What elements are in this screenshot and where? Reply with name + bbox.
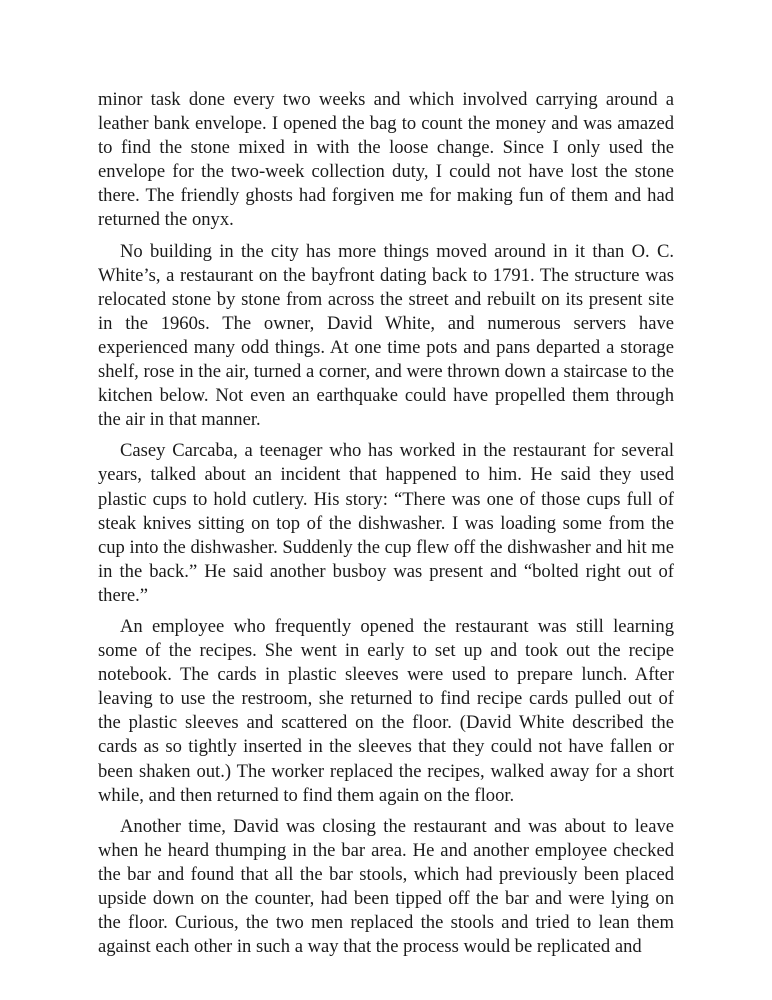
paragraph-2: No building in the city has more things moved around in it than O. C. White’s, a restaurant on the bayfront dating back to 1791. The structure was relocated stone by stone from across the street and rebuilt on its present site in the 1960s. The owner, David White, and numerous servers have experienced many odd things. At one time pots and pans departed a storage shelf, rose in the air, turned a corner, and were thrown down a staircase to the kitchen below. Not even an earthquake could have propelled them through the air in that manner. [98,240,674,431]
paragraph-1: minor task done every two weeks and which involved carrying around a leather bank envelope. I opened the bag to count the money and was amazed to find the stone mixed in with the loose change. Since I only used the envelope for the two-week collection duty, I could not have lost the stone there. The friendly ghosts had forgiven me for making fun of them and had returned the onyx. [98,89,674,231]
paragraph-5: Another time, David was closing the restaurant and was about to leave when he heard thumping in the bar area. He and another employee checked the bar and found that all the bar stools, which had previously been placed upside down on the counter, had been tipped off the bar and were lying on the floor. Curious, the two men replaced the stools and tried to lean them against each other in such a way that the process would be replicated and [98,815,674,958]
paragraph-4: An employee who frequently opened the restaurant was still learning some of the recipes. She went in early to set up and took out the recipe notebook. The cards in plastic sleeves were used to prepare lunch. After leaving to use the restroom, she returned to find recipe cards pulled out of the plastic sleeves and scattered on the floor. (David White described the cards as so tightly inserted in the sleeves that they could not have fallen or been shaken out.) The worker replaced the recipes, walked away for a short while, and then returned to find them again on the floor. [98,615,674,806]
paragraph-3: Casey Carcaba, a teenager who has worked in the restaurant for several years, talked about an incident that happened to him. He said they used plastic cups to hold cutlery. His story: “There was one of those cups full of steak knives sitting on top of the dishwasher. I was loading some from the cup into the dishwasher. Suddenly the cup flew off the dishwasher and hit me in the back.” He said another busboy was present and “bolted right out of there.” [98,440,674,606]
